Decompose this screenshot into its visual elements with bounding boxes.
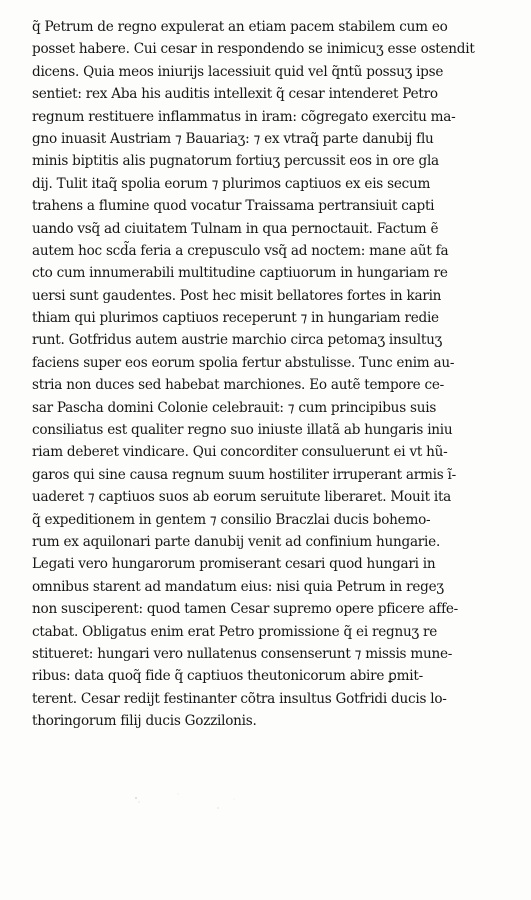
- text-line: faciens super eos eorum spolia fertur abstulisse. Tunc enim au-: [32, 354, 455, 371]
- text-line: sar Pascha domini Colonie celebrauit: ⁊ cum principibus suis: [32, 399, 437, 416]
- text-line: gno inuasit Austriam ⁊ Bauariaʒ: ⁊ ex vtraq̃ parte danubij flu: [32, 130, 434, 147]
- text-line: uersi sunt gaudentes. Post hec misit bellatores fortes in karin: [32, 287, 442, 304]
- text-line: trahens a flumine quod vocatur Traissama pertransiuit capti: [32, 198, 435, 215]
- text-line: runt. Gotfridus autem austrie marchio circa petomaʒ insultuʒ: [32, 332, 443, 349]
- text-line: Legati vero hungarorum promiserant cesari quod hungari in: [32, 556, 436, 573]
- text-line: non susciperent: quod tamen Cesar supremo opere pficere affe-: [32, 601, 459, 618]
- text-line: riam deberet vindicare. Qui concorditer consuluerunt ei vt hũ-: [32, 444, 448, 461]
- paper-specks: [130, 790, 250, 820]
- text-line: omnibus starent ad mandatum eius: nisi quia Petrum in regeʒ: [32, 578, 444, 595]
- text-line: autem hoc scd̃a feria a crepusculo vsq̃ ad noctem: mane aũt fa: [32, 242, 449, 259]
- text-line: q̃ expeditionem in gentem ⁊ consilio Braczlai ducis bohemo-: [32, 511, 431, 528]
- text-line: dij. Tulit itaq̃ spolia eorum ⁊ plurimos captiuos ex eis secum: [32, 175, 431, 192]
- text-line: dicens. Quia meos iniurijs lacessiuit quid vel q̃ntũ possuʒ ipse: [32, 63, 444, 80]
- text-line: minis biptitis alis pugnatorum fortiuʒ percussit eos in ore gla: [32, 153, 439, 170]
- text-line: ribus: data quoq̃ fide q̃ captiuos theutonicorum abire ꝑmit-: [32, 668, 423, 685]
- text-line: garos qui sine causa regnum suum hostiliter irruperant armis ĩ-: [32, 466, 456, 483]
- text-line: stria non duces sed habebat marchiones. Eo autẽ tempore ce-: [32, 377, 444, 394]
- text-line: ctabat. Obligatus enim erat Petro promissione q̃ ei regnuʒ re: [32, 623, 438, 640]
- text-block: [32, 16, 522, 733]
- text-line: sentiet: rex Aba his auditis intellexit q̃ cesar intenderet Petro: [32, 86, 438, 103]
- text-line: thoringorum filij ducis Gozzilonis.: [32, 713, 257, 730]
- text-line: regnum restituere inflammatus in iram: cõgregato exercitu ma-: [32, 108, 456, 125]
- text-line: cto cum innumerabili multitudine captiuorum in hungariam re: [32, 265, 448, 282]
- text-line: terent. Cesar redijt festinanter cõtra insultus Gotfridi ducis lo-: [32, 690, 447, 707]
- text-line: posset habere. Cui cesar in respondendo se inimicuʒ esse ostendit: [32, 41, 475, 58]
- text-line: uaderet ⁊ captiuos suos ab eorum seruitute liberaret. Mouit ita: [32, 489, 452, 506]
- text-line: q̃ Petrum de regno expulerat an etiam pacem stabilem cum eo: [32, 19, 448, 35]
- text-line: uando vsq̃ ad ciuitatem Tulnam in qua pernoctauit. Factum ẽ: [32, 220, 439, 237]
- text-line: stitueret: hungari vero nullatenus consenserunt ⁊ missis mune-: [32, 645, 453, 662]
- text-line: consiliatus est qualiter regno suo iniuste illatã ab hungaris iniu: [32, 422, 453, 439]
- text-line: rum ex aquilonari parte danubij venit ad confinium hungarie.: [32, 533, 441, 550]
- text-line: thiam qui plurimos captiuos receperunt ⁊ in hungariam redie: [32, 310, 439, 327]
